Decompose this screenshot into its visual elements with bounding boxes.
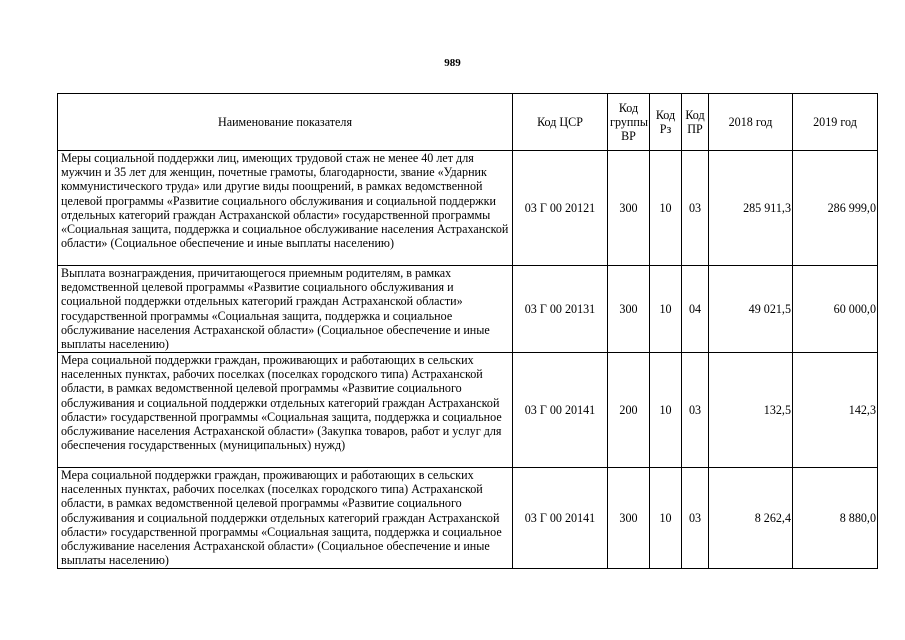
row-rz-code: 10 xyxy=(650,468,682,569)
row-amount-2018: 49 021,5 xyxy=(709,266,793,353)
row-amount-2019: 142,3 xyxy=(793,353,878,468)
row-pr-code: 03 xyxy=(682,151,709,266)
row-rz-code: 10 xyxy=(650,266,682,353)
page-number: 989 xyxy=(444,57,461,69)
row-name: Меры социальной поддержки лиц, имеющих трудовой стаж не менее 40 лет для мужчин и 35 лет для женщин, почетные грамоты, благодарности, звание «Ударник коммунистического труда» или другие виды поощрений, в рамках ведомственной целевой программы «Развитие социального обслуживания и социальной поддержки отдельных категорий граждан Астраханской области» государственной программы «Социальная защита, поддержка и социальное обслуживание населения Астраханской области» (Социальное обеспечение и иные выплаты населению) xyxy=(58,151,513,266)
row-vr-code: 300 xyxy=(608,468,650,569)
row-amount-2018: 8 262,4 xyxy=(709,468,793,569)
row-vr-code: 200 xyxy=(608,353,650,468)
table-row xyxy=(58,266,878,353)
row-vr-code: 300 xyxy=(608,266,650,353)
row-amount-2019: 286 999,0 xyxy=(793,151,878,266)
header-csr: Код ЦСР xyxy=(513,94,608,151)
row-pr-code: 03 xyxy=(682,353,709,468)
header-pr: Код ПР xyxy=(682,94,709,151)
row-vr-code: 300 xyxy=(608,151,650,266)
row-pr-code: 03 xyxy=(682,468,709,569)
table-row xyxy=(58,151,878,266)
row-name: Мера социальной поддержки граждан, проживающих и работающих в сельских населенных пунктах, рабочих поселках (поселках городского типа) Астраханской области, в рамках ведомственной целевой программы «Развитие социального обслуживания и социальной поддержки отдельных категорий граждан Астраханской области» государственной программы «Социальная защита, поддержка и социальное обслуживание населения Астраханской области» (Закупка товаров, работ и услуг для обеспечения государственных (муниципальных) нужд) xyxy=(58,353,513,468)
header-name: Наименование показателя xyxy=(58,94,513,151)
row-amount-2019: 60 000,0 xyxy=(793,266,878,353)
row-name: Выплата вознаграждения, причитающегося приемным родителям, в рамках ведомственной целевой программы «Развитие социального обслуживания и социальной поддержки отдельных категорий граждан Астраханской области» государственной программы «Социальная защита, поддержка и социальное обслуживание населения Астраханской области» (Социальное обеспечение и иные выплаты населению) xyxy=(58,266,513,353)
row-rz-code: 10 xyxy=(650,353,682,468)
header-rz: Код Рз xyxy=(650,94,682,151)
row-csr-code: 03 Г 00 20131 xyxy=(513,266,608,353)
row-amount-2018: 132,5 xyxy=(709,353,793,468)
row-amount-2018: 285 911,3 xyxy=(709,151,793,266)
row-name: Мера социальной поддержки граждан, проживающих и работающих в сельских населенных пунктах, рабочих поселках (поселках городского типа) Астраханской области, в рамках ведомственной целевой программы «Развитие социального обслуживания и социальной поддержки отдельных категорий граждан Астраханской области» государственной программы «Социальная защита, поддержка и социальное обслуживание населения Астраханской области» (Социальное обеспечение и иные выплаты населению) xyxy=(58,468,513,569)
row-amount-2019: 8 880,0 xyxy=(793,468,878,569)
header-group-vr: Код группы ВР xyxy=(608,94,650,151)
row-csr-code: 03 Г 00 20141 xyxy=(513,353,608,468)
row-csr-code: 03 Г 00 20121 xyxy=(513,151,608,266)
header-2018: 2018 год xyxy=(709,94,793,151)
table-row xyxy=(58,468,878,569)
row-pr-code: 04 xyxy=(682,266,709,353)
row-rz-code: 10 xyxy=(650,151,682,266)
budget-table xyxy=(57,93,878,569)
row-csr-code: 03 Г 00 20141 xyxy=(513,468,608,569)
header-row xyxy=(58,94,878,151)
table-row xyxy=(58,353,878,468)
header-2019: 2019 год xyxy=(793,94,878,151)
